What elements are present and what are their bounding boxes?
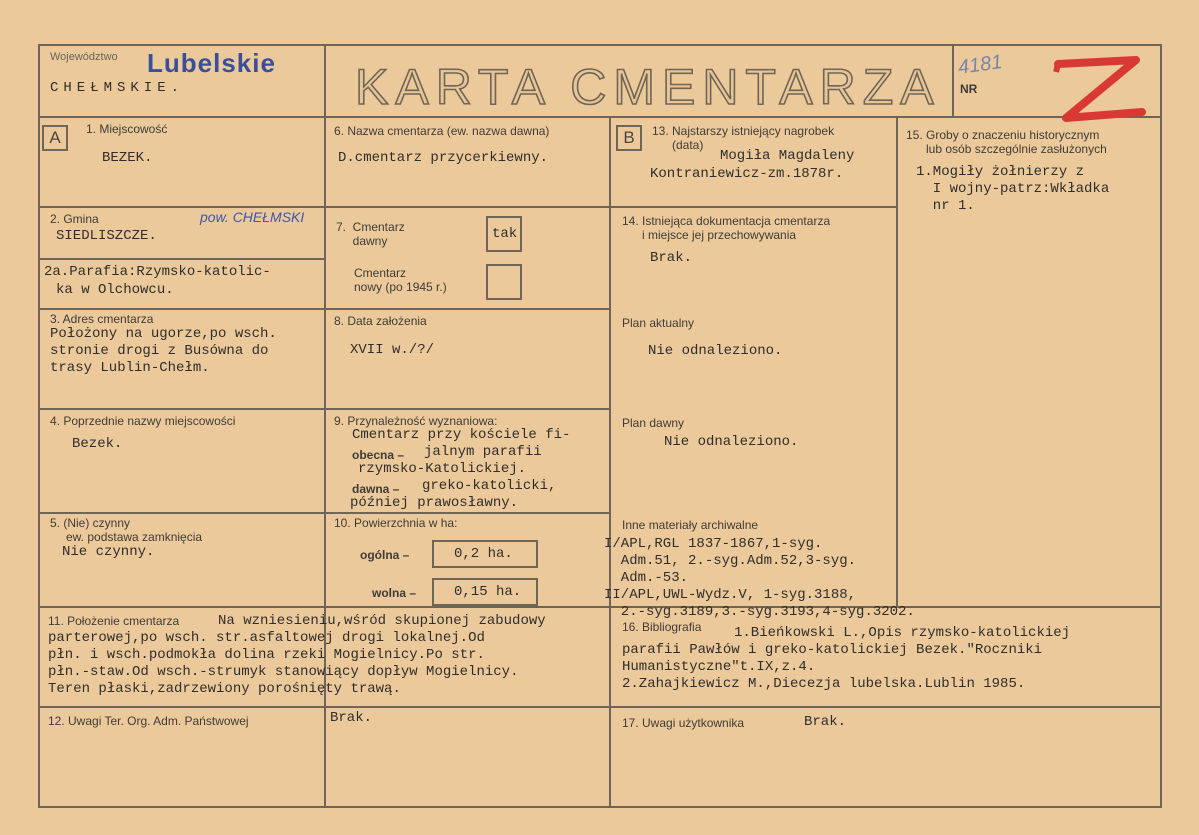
row-divider-2a: [38, 258, 325, 260]
field-8-value: XVII w./?/: [350, 342, 435, 358]
red-z-mark: [1046, 52, 1146, 124]
section-a-letter: A: [42, 125, 68, 151]
field-2-label: 2. Gmina: [50, 212, 99, 226]
field-15-label: 15. Groby o znaczeniu historycznym lub osób szczególnie zasłużonych: [906, 128, 1107, 156]
nr-label: NR: [960, 82, 978, 96]
field-14-value: Brak.: [650, 250, 693, 266]
field-6-value: D.cmentarz przycerkiewny.: [338, 150, 549, 166]
field-17-label: 17. Uwagi użytkownika: [622, 716, 745, 730]
column-divider-2: [609, 116, 611, 808]
field-9-line5: później prawosławny.: [350, 495, 519, 511]
field-9-line2: jalnym parafii: [424, 444, 542, 460]
field-5-value: Nie czynny.: [62, 544, 155, 560]
field-2a-line2: ka w Olchowcu.: [56, 282, 174, 298]
plan-dawny-value: Nie odnaleziono.: [664, 434, 799, 450]
field-11-value-rest: parterowej,po wsch. str.asfaltowej drogi lokalnej.Od płn. i wsch.podmokła dolina rzeki Mogielnicy.Po str. płn.-staw.Od wsch.-strumyk stanowiący dopływ Mogielnicy. Teren płaski,zadrzewiony porośnięty trawą.: [48, 630, 519, 697]
plan-aktualny-value: Nie odnaleziono.: [648, 343, 783, 359]
field-13-line1: Mogiła Magdaleny: [720, 148, 855, 164]
nr-handwritten: 4181: [956, 51, 1004, 79]
field-7-dawny-box: [486, 216, 522, 252]
field-10-ogolna-value: 0,2 ha.: [454, 546, 513, 562]
field-10-wolna-box: [432, 578, 538, 606]
field-3-value: Położony na ugorze,po wsch. stronie drogi z Busówna do trasy Lublin-Chełm.: [50, 326, 277, 376]
field-9-obecna-label: obecna –: [352, 448, 405, 462]
field-7-nowy-label: Cmentarz nowy (po 1945 r.): [354, 266, 447, 294]
wojewodztwo-stamp: Lubelskie: [147, 48, 276, 78]
field-13-line2: Kontraniewicz-zm.1878r.: [650, 166, 844, 182]
header-divider: [38, 116, 1162, 118]
column-divider-3: [896, 116, 898, 606]
row-divider-b1: [609, 206, 897, 208]
section-b-letter: B: [616, 125, 642, 151]
field-1-value: BEZEK.: [102, 150, 153, 166]
field-4-value: Bezek.: [72, 436, 123, 452]
field-2-value: SIEDLISZCZE.: [56, 228, 157, 244]
field-6-label: 6. Nazwa cmentarza (ew. nazwa dawna): [334, 124, 550, 138]
field-10-label: 10. Powierzchnia w ha:: [334, 516, 458, 530]
field-16-label: 16. Bibliografia: [622, 620, 702, 634]
row-divider-5: [38, 606, 1162, 608]
field-7-nowy-box: [486, 264, 522, 300]
plan-dawny-label: Plan dawny: [622, 416, 685, 430]
field-7-dawny-label: 7. Cmentarz dawny: [336, 220, 405, 248]
field-9-dawna-label: dawna –: [352, 482, 400, 496]
field-9-label: 9. Przynależność wyznaniowa:: [334, 414, 498, 428]
plan-aktualny-label: Plan aktualny: [622, 316, 695, 330]
field-9-line3: rzymsko-Katolickiej.: [358, 461, 527, 477]
row-divider-4: [38, 512, 610, 514]
field-2-handwritten: pow. CHEŁMSKI: [200, 209, 305, 225]
row-divider-3: [38, 408, 610, 410]
field-10-ogolna-box: [432, 540, 538, 568]
field-16-value-rest: parafii Pawłów i greko-katolickiej Bezek."Roczniki Humanistyczne"t.IX,z.4. 2.Zahajkiewicz M.,Diecezja lubelska.Lublin 1985.: [622, 642, 1043, 692]
row-divider-1: [38, 206, 610, 208]
field-8-label: 8. Data założenia: [334, 314, 427, 328]
field-13-label: 13. Najstarszy istniejący nagrobek (data): [652, 124, 835, 152]
field-4-label: 4. Poprzednie nazwy miejscowości: [50, 414, 236, 428]
field-3-label: 3. Adres cmentarza: [50, 312, 154, 326]
field-10-wolna-value: 0,15 ha.: [454, 584, 522, 600]
field-2a-line1: 2a.Parafia:Rzymsko-katolic-: [44, 264, 271, 280]
row-divider-2: [38, 308, 610, 310]
field-9-line4: greko-katolicki,: [422, 478, 557, 494]
field-1-label: 1. Miejscowość: [86, 122, 168, 136]
field-16-value-first: 1.Bieńkowski L.,Opis rzymsko-katolickiej: [734, 625, 1071, 641]
chelm-stamp: CHEŁMSKIE.: [50, 80, 185, 96]
field-11-label: 11. Położenie cmentarza: [48, 614, 180, 628]
field-15-value: 1.Mogiły żołnierzy z I wojny-patrz:Wkładka nr 1.: [916, 164, 1110, 214]
field-7-dawny-value: tak: [492, 226, 518, 242]
wojewodztwo-label: Województwo: [50, 51, 118, 63]
row-divider-6: [38, 706, 1162, 708]
field-5-sublabel: ew. podstawa zamknięcia: [66, 530, 203, 544]
field-5-label: 5. (Nie) czynny: [50, 516, 131, 530]
field-9-line1: Cmentarz przy kościele fi-: [352, 427, 571, 443]
field-10-wolna-label: wolna –: [372, 586, 417, 600]
inne-materialy-value: I/APL,RGL 1837-1867,1-syg. Adm.51, 2.-syg.Adm.52,3-syg. Adm.-53. II/APL,UWL-Wydz.V, 1-syg.3188, 2.-syg.3189,3.-syg.3193,4-syg.3202.: [604, 536, 915, 620]
inne-materialy-label: Inne materiały archiwalne: [622, 518, 759, 532]
field-17-value: Brak.: [804, 714, 847, 730]
nr-divider: [952, 44, 954, 117]
field-10-ogolna-label: ogólna –: [360, 548, 410, 562]
field-11-value-first: Na wzniesieniu,wśród skupionej zabudowy: [218, 613, 546, 629]
field-14-label: 14. Istniejąca dokumentacja cmentarza i miejsce jej przechowywania: [622, 214, 831, 242]
card-title: KARTA CMENTARZA: [355, 59, 941, 115]
field-12-value: Brak.: [330, 710, 373, 726]
field-12-label: 12. Uwagi Ter. Org. Adm. Państwowej: [48, 714, 249, 728]
